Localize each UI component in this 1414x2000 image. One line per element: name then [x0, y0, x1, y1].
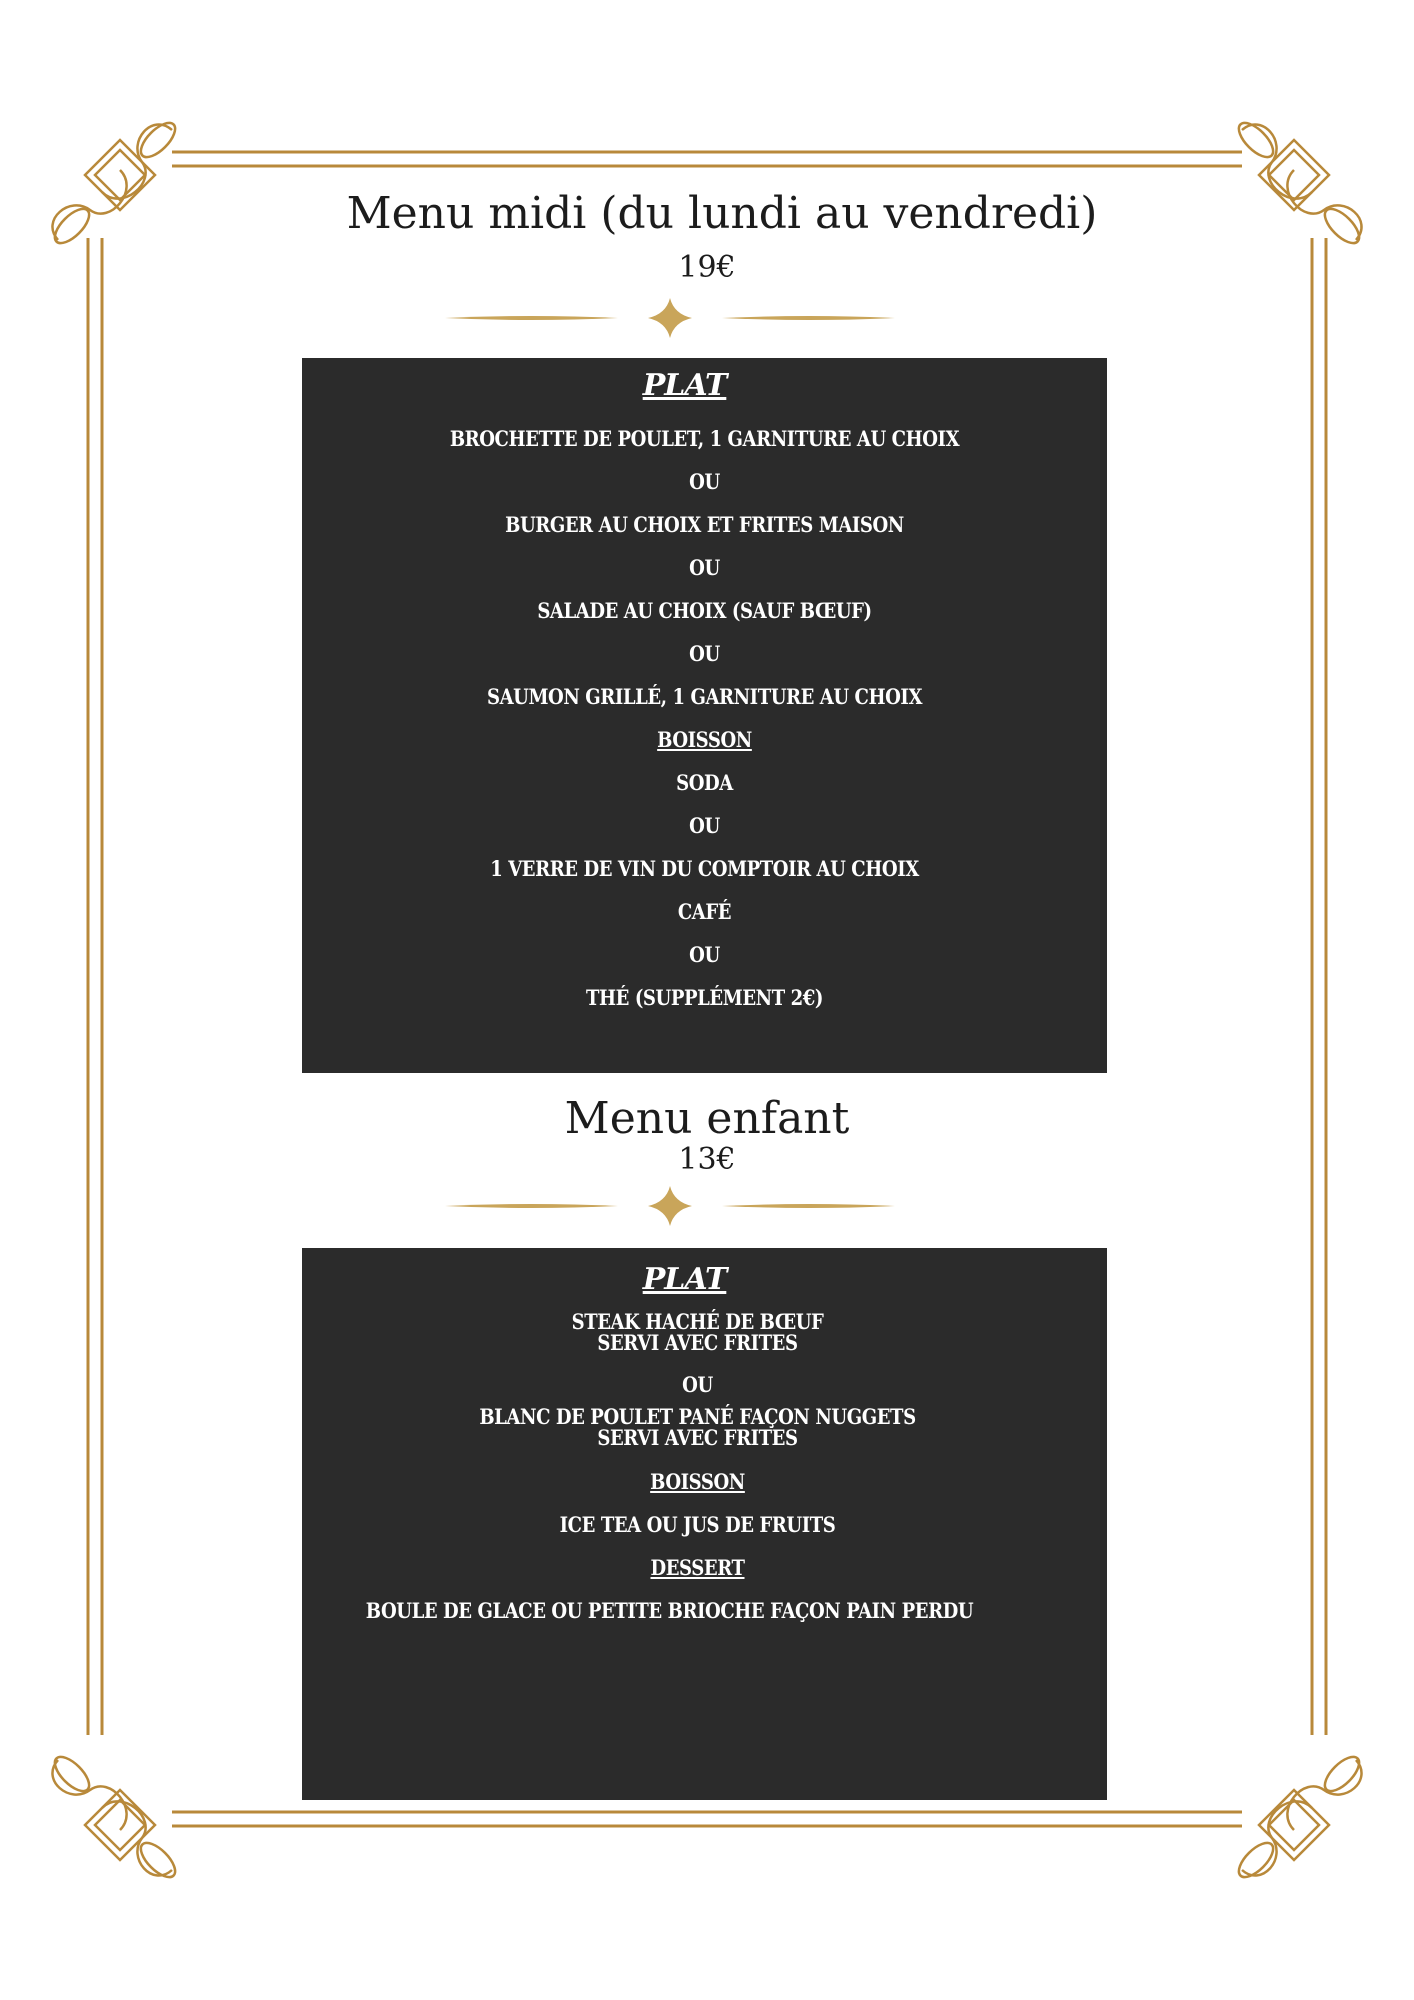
menu-midi-title: Menu midi (du lundi au vendredi) — [346, 188, 1098, 239]
menu-midi-line: BURGER AU CHOIX ET FRITES MAISON — [505, 512, 904, 537]
menu-midi-line: SAUMON GRILLÉ, 1 GARNITURE AU CHOIX — [486, 684, 923, 709]
menu-enfant-heading: PLAT — [642, 1262, 727, 1297]
menu-midi-line: THÉ (SUPPLÉMENT 2€) — [585, 985, 824, 1010]
menu-enfant-dessert-heading: DESSERT — [650, 1555, 745, 1580]
menu-midi-line: OU — [689, 813, 720, 838]
menu-midi-heading: PLAT — [642, 368, 727, 403]
menu-midi-line: OU — [689, 555, 720, 580]
menu-enfant-plat-1-line-2: SERVI AVEC FRITES — [597, 1330, 798, 1355]
star-divider — [440, 298, 900, 338]
menu-enfant-ou: OU — [682, 1372, 713, 1397]
menu-enfant-plat-2 — [345, 1406, 1049, 1448]
menu-midi-line: OU — [689, 641, 720, 666]
menu-midi-panel — [302, 358, 1107, 1073]
menu-enfant-dessert: BOULE DE GLACE OU PETITE BRIOCHE FAÇON PAIN PERDU — [365, 1598, 974, 1623]
menu-midi-line: CAFÉ — [677, 899, 732, 924]
menu-enfant-plat-2-line-2: SERVI AVEC FRITES — [597, 1425, 798, 1450]
menu-enfant-panel — [302, 1248, 1107, 1800]
menu-midi-price: 19€ — [678, 250, 736, 285]
menu-enfant-plat-1 — [345, 1311, 1049, 1353]
menu-midi-line: SALADE AU CHOIX (SAUF BŒUF) — [537, 598, 872, 623]
menu-enfant-title: Menu enfant — [564, 1093, 850, 1144]
menu-enfant-plat-2-line-1: BLANC DE POULET PANÉ FAÇON NUGGETS — [479, 1404, 916, 1429]
menu-midi-line: SODA — [676, 770, 733, 795]
menu-midi-line: 1 VERRE DE VIN DU COMPTOIR AU CHOIX — [490, 856, 919, 881]
menu-enfant-plat-1-line-1: STEAK HACHÉ DE BŒUF — [571, 1309, 824, 1334]
menu-enfant-boisson: ICE TEA OU JUS DE FRUITS — [559, 1512, 836, 1537]
menu-midi-line: OU — [689, 469, 720, 494]
menu-enfant-boisson-heading: BOISSON — [650, 1469, 745, 1494]
menu-midi-line: OU — [689, 942, 720, 967]
star-divider — [440, 1186, 900, 1226]
menu-enfant-price: 13€ — [678, 1142, 736, 1177]
menu-midi-boisson-heading: BOISSON — [657, 727, 752, 752]
menu-midi-line: BROCHETTE DE POULET, 1 GARNITURE AU CHOIX — [449, 426, 960, 451]
